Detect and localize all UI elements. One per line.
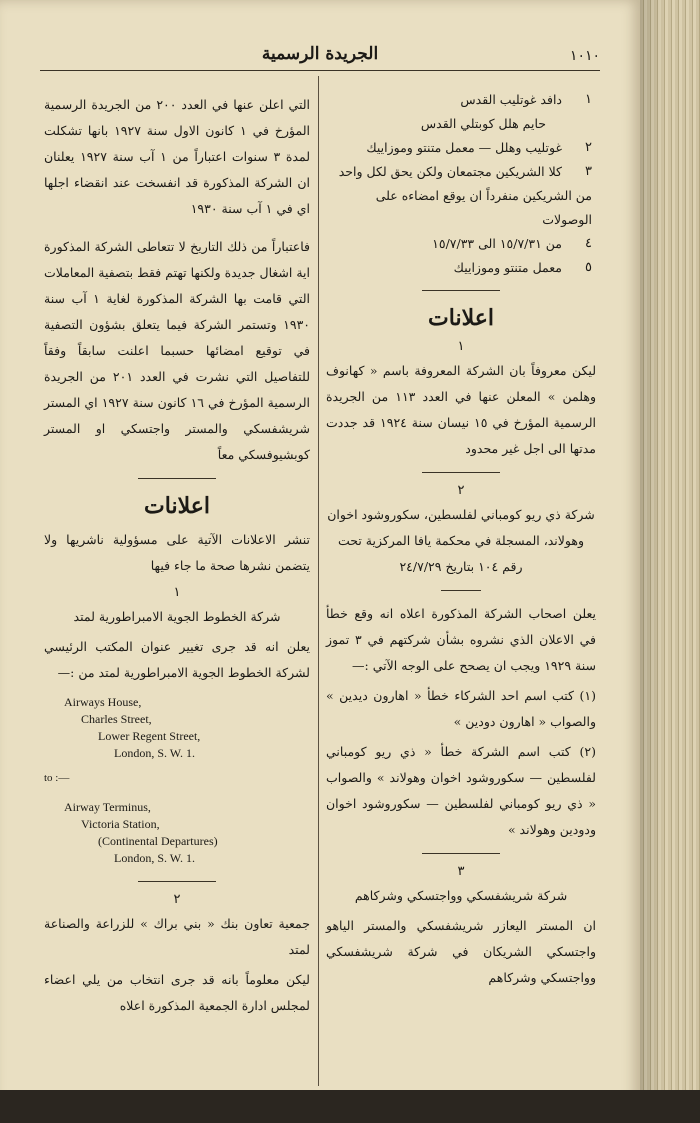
section-rule	[138, 478, 216, 479]
ad-number: ٢	[457, 483, 465, 498]
ad-title: جمعية تعاون بنك « بني براك » للزراعة والصناعة لمتد	[44, 916, 310, 957]
ad-text: ليكن معلوماً بانه قد جرى انتخاب من يلي اعضاء لمجلس ادارة الجمعية المذكورة اعلاه	[44, 972, 310, 1013]
address-line: Airway Terminus,	[64, 800, 151, 814]
ad-number: ٢	[173, 892, 181, 907]
page-header	[40, 40, 600, 71]
list-item	[326, 160, 596, 232]
list-item	[326, 136, 596, 160]
left-column	[44, 88, 310, 1023]
disclaimer: تنشر الاعلانات الآتية على مسؤولية ناشريها ولا يتضمن نشرها صحة ما جاء فيها	[44, 532, 310, 573]
list-item	[326, 232, 596, 256]
ad-text: يعلن انه قد جرى تغيير عنوان المكتب الرئيسي لشركة الخطوط الجوية الامبراطورية لمتد من :—	[44, 639, 310, 680]
address-line: London, S. W. 1.	[114, 851, 196, 865]
paragraph: فاعتباراً من ذلك التاريخ لا تتعاطى الشركة المذكورة اية اشغال جديدة ولكنها تهتم فقط بتصفية المعاملات التي قامت بها الشركة المذكورة لغاية ١ آب سنة ١٩٣٠ وتستمر الشركة فيما يتعلق بشؤون التصفية في توقيع امضائها حسبما اعلنت سابقاً وفقاً للتفاصيل التي نشرت في العدد ٢٠١ من الجريدة الرسمية المؤرخ في ١٦ كانون سنة ١٩٢٧ اي المستر شريشفسكي والمستر واجتسكي او المستر كوبشيوفسكي معاً	[44, 239, 310, 462]
section-rule	[422, 472, 500, 473]
address-line: Airways House,	[64, 695, 142, 709]
ad-correction: (١) كتب اسم احد الشركاء خطأ « اهارون ديدين » والصواب « اهارون دودين »	[326, 688, 596, 729]
book-bottom	[0, 1090, 700, 1123]
list-number: ٢	[585, 140, 592, 155]
list-number: ١	[585, 92, 592, 107]
paragraph: التي اعلن عنها في العدد ٢٠٠ من الجريدة الرسمية المؤرخ في ١ كانون الاول سنة ١٩٢٧ بانها تشكلت لمدة ٣ سنوات اعتباراً من ١ آب سنة ١٩٢٧ يعلنان ان الشركة المذكورة قد انفسخت عند انقضاء اجلها اي في ١ آب سنة ١٩٣٠	[44, 97, 310, 216]
address-line: (Continental Departures)	[98, 834, 218, 848]
ad-title: شركة الخطوط الجوية الامبراطورية لمتد	[73, 609, 281, 624]
section-rule	[422, 853, 500, 854]
list-line: دافد غوتليب القدس	[460, 92, 562, 107]
list-line: غوتليب وهلل — معمل متنتو وموزاييك	[366, 140, 562, 155]
list-number: ٤	[585, 236, 592, 251]
ad-text: يعلن اصحاب الشركة المذكورة اعلاه انه وقع خطأ في الاعلان الذي نشروه بشأن شركتهم في ٣ تموز سنة ١٩٢٩ ويجب ان يصحح على الوجه الآتي :—	[326, 606, 596, 673]
list-line: من الشريكين منفرداً ان يوقع امضاءه على الوصولات	[375, 188, 592, 227]
section-heading: اعلانات	[144, 493, 210, 519]
ad-number: ٣	[457, 864, 465, 879]
right-column	[326, 88, 596, 995]
ad-text: ان المستر اليعازر شريشفسكي والمستر الياهو واجتسكي الشريكان في شركة شريشفسكي وواجتسكي وشركاهم	[326, 918, 596, 985]
page-number: ١٠١٠	[569, 48, 600, 64]
list-number: ٥	[585, 260, 592, 275]
page-title: الجريدة الرسمية	[261, 44, 379, 64]
list-number: ٣	[585, 164, 592, 179]
list-item	[326, 256, 596, 280]
section-heading: اعلانات	[428, 305, 494, 331]
section-rule	[422, 290, 500, 291]
ad-text: ليكن معروفاً بان الشركة المعروفة باسم « كهانوف وهلمن » المعلن عنها في العدد ١١٣ من الجريدة الرسمية المؤرخ في ١٥ نيسان سنة ١٩٢٤ قد جددت مدتها الى اجل غير محدود	[326, 363, 597, 456]
column-divider	[318, 76, 319, 1086]
address-to-label: to :—	[44, 772, 70, 784]
address-line: Victoria Station,	[81, 817, 160, 831]
address-line: Lower Regent Street,	[98, 729, 201, 743]
section-rule	[441, 590, 481, 591]
address-block	[44, 694, 310, 867]
address-line: London, S. W. 1.	[114, 746, 196, 760]
ad-title: شركة ذي ريو كومباني لفلسطين، سكوروشود اخوان وهولاند، المسجلة في محكمة يافا المركزية تحت رقم ١٠٤ بتاريخ ٢٤/٧/٢٩	[327, 507, 595, 574]
list-line: من ١٥/٧/٣١ الى ١٥/٧/٣٣	[432, 236, 562, 251]
section-rule	[138, 881, 216, 882]
list-item	[326, 88, 596, 136]
ad-correction: (٢) كتب اسم الشركة خطأ « ذي ريو كومباني لفلسطين — سكوروشود اخوان وهولاند » والصواب « ذي ريو كومباني لفلسطين — سكوروشود اخوان ودودين وهولاند »	[326, 744, 596, 837]
address-line: Charles Street,	[81, 712, 152, 726]
list-line: معمل متنتو وموزاييك	[453, 260, 562, 275]
ad-title: شركة شريشفسكي وواجتسكي وشركاهم	[354, 888, 568, 903]
page-edges	[640, 0, 700, 1123]
list-line: حايم هلل كوبتلي القدس	[420, 116, 546, 131]
ad-number: ١	[173, 585, 181, 600]
ad-number: ١	[457, 339, 465, 354]
list-line: كلا الشريكين مجتمعان ولكن يحق لكل واحد	[338, 164, 562, 179]
